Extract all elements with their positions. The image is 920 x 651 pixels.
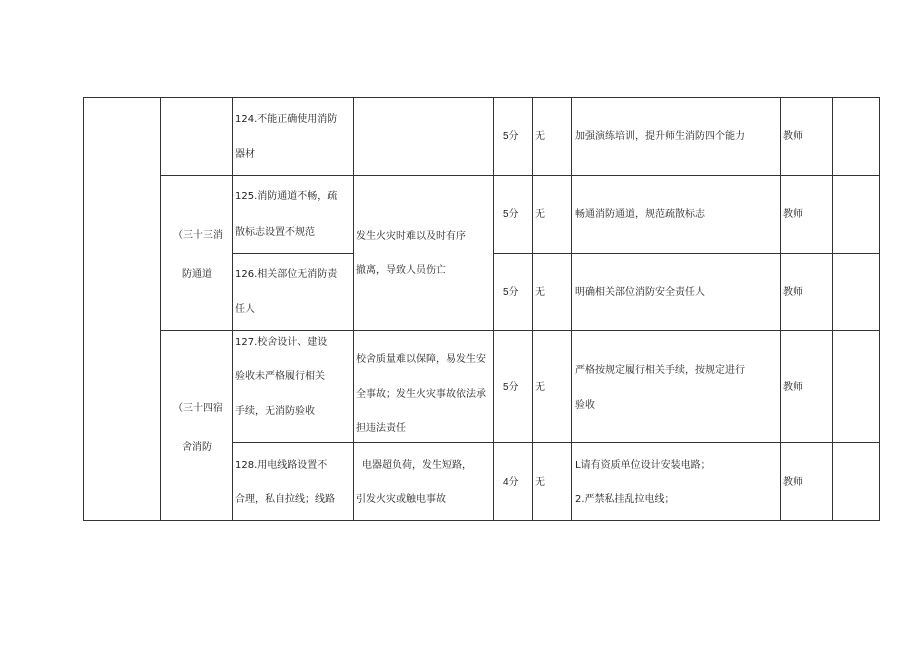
consequence-33-line1: 发生火灾时难以及时有序 [356,231,466,242]
existing-126: 无 [535,287,545,298]
measure-124: 加强演练培训，提升师生消防四个能力 [575,131,745,142]
col-border-3 [353,97,354,521]
row-divider-125-part1 [232,253,353,254]
measure-126: 明确相关部位消防安全责任人 [575,287,705,298]
existing-127: 无 [535,382,545,393]
responsible-124: 教师 [783,131,803,142]
col-border-6 [571,97,572,521]
consequence-127-line1: 校舍质量难以保障，易发生安 [356,354,486,365]
score-125: 5分 [503,209,519,220]
responsible-128: 教师 [783,477,803,488]
item-128-line2: 合理，私自拉线；线路 [235,494,335,505]
responsible-126: 教师 [783,287,803,298]
item-127-line1: 127.校舍设计、建设 [235,337,328,348]
col-border-8 [832,97,833,521]
row-divider-127 [232,442,879,443]
consequence-128-line2: 引发火灾或触电事故 [356,494,446,505]
group-label-33-line1: （三十三消 [173,230,223,241]
item-124-line1: 124.不能正确使用消防 [235,114,338,125]
measure-128-line2: 2.严禁私挂乱拉电线； [575,494,675,505]
consequence-127-line3: 担违法责任 [356,423,406,434]
col-border-4 [493,97,494,521]
col-border-7 [780,97,781,521]
score-126: 5分 [503,287,519,298]
col-border-1 [160,97,161,521]
item-125-line1: 125.消防通道不畅，疏 [235,191,338,202]
existing-125: 无 [535,209,545,220]
score-124: 5分 [503,131,519,142]
measure-125: 畅通消防通道，规范疏散标志 [575,209,705,220]
col-border-5 [532,97,533,521]
item-125-line2: 散标志设置不规范 [235,227,315,238]
item-128-line1: 128.用电线路设置不 [235,460,328,471]
responsible-127: 教师 [783,382,803,393]
col-border-0 [83,97,84,521]
measure-128-line1: L请有资质单位设计安装电路； [575,460,711,471]
measure-127-line2: 验收 [575,400,595,411]
consequence-128-line1: 电器超负荷，发生短路， [362,460,472,471]
col-border-2 [232,97,233,521]
row-divider-125-part2 [493,253,879,254]
group-label-33-line2: 防通道 [182,269,212,280]
row-divider-126 [160,330,879,331]
item-127-line3: 手续，无消防验收 [235,406,315,417]
group-label-34-line1: （三十四宿 [173,403,223,414]
item-127-line2: 验收未严格履行相关 [235,371,325,382]
consequence-33-line2: 撤离，导致人员伤亡 [356,265,446,276]
item-124-line2: 器材 [235,149,255,160]
item-126-line1: 126.相关部位无消防责 [235,269,338,280]
existing-124: 无 [535,131,545,142]
score-127: 5分 [503,382,519,393]
responsible-125: 教师 [783,209,803,220]
group-label-34-line2: 舍消防 [182,442,212,453]
row-divider-124 [160,175,879,176]
existing-128: 无 [535,477,545,488]
consequence-127-line2: 全事故；发生火灾事故依法承 [356,389,486,400]
measure-127-line1: 严格按规定履行相关手续，按规定进行 [575,365,745,376]
col-border-9 [879,97,880,521]
score-128: 4分 [503,477,519,488]
table-bottom-border [83,520,879,521]
item-126-line2: 任人 [235,304,255,315]
table-top-border [83,97,879,98]
